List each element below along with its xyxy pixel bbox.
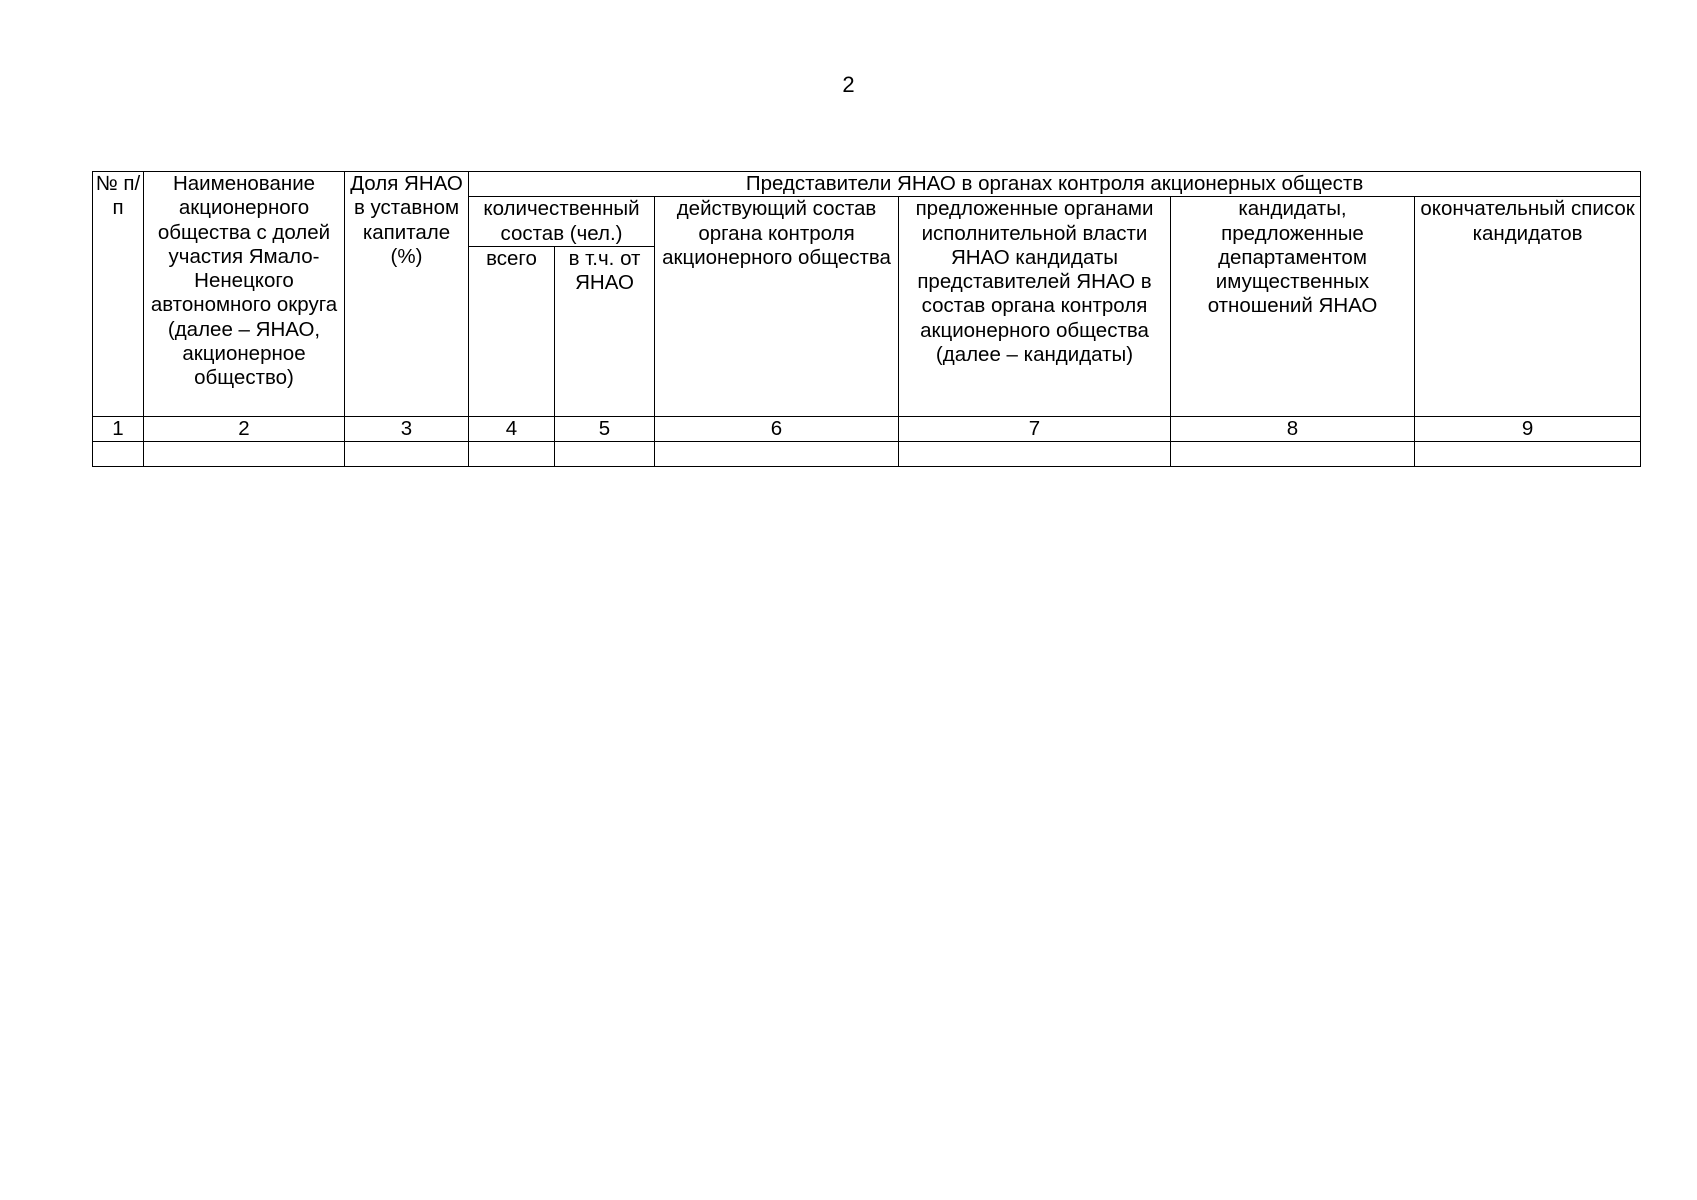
header-total: всего [469, 246, 555, 416]
header-quantity: количественный состав (чел.) [469, 197, 655, 247]
header-company-name: Наименование акционерного общества с долей участия Ямало-Ненецкого автономного округа (далее – ЯНАО, акционерное общество) [144, 172, 345, 417]
candidates-table [92, 171, 1641, 467]
table-row [93, 442, 1641, 467]
column-number: 2 [144, 416, 345, 441]
table-cell [469, 442, 555, 467]
header-from-yanao: в т.ч. от ЯНАО [555, 246, 655, 416]
header-proposed-exec: предложенные органами исполнительной власти ЯНАО кандидаты представителей ЯНАО в состав органа контроля акционерного общества (далее – кандидаты) [899, 197, 1171, 417]
header-proposed-dept: кандидаты, предложенные департаментом имущественных отношений ЯНАО [1171, 197, 1415, 417]
table-cell [899, 442, 1171, 467]
table-cell [144, 442, 345, 467]
table-cell [1171, 442, 1415, 467]
column-number: 8 [1171, 416, 1415, 441]
header-num: № п/п [93, 172, 144, 417]
column-number: 9 [1415, 416, 1641, 441]
header-share: Доля ЯНАО в уставном капитале (%) [345, 172, 469, 417]
column-number: 4 [469, 416, 555, 441]
table-cell [655, 442, 899, 467]
header-final-list: окончательный список кандидатов [1415, 197, 1641, 417]
column-number: 1 [93, 416, 144, 441]
table-cell [1415, 442, 1641, 467]
header-current-composition: действующий состав органа контроля акционерного общества [655, 197, 899, 417]
table-cell [555, 442, 655, 467]
column-number: 6 [655, 416, 899, 441]
column-numbers-row [93, 416, 1641, 441]
column-number: 5 [555, 416, 655, 441]
column-number: 7 [899, 416, 1171, 441]
column-number: 3 [345, 416, 469, 441]
page-number: 2 [842, 72, 855, 97]
header-representatives-group: Представители ЯНАО в органах контроля акционерных обществ [469, 172, 1641, 197]
table-cell [93, 442, 144, 467]
table-cell [345, 442, 469, 467]
